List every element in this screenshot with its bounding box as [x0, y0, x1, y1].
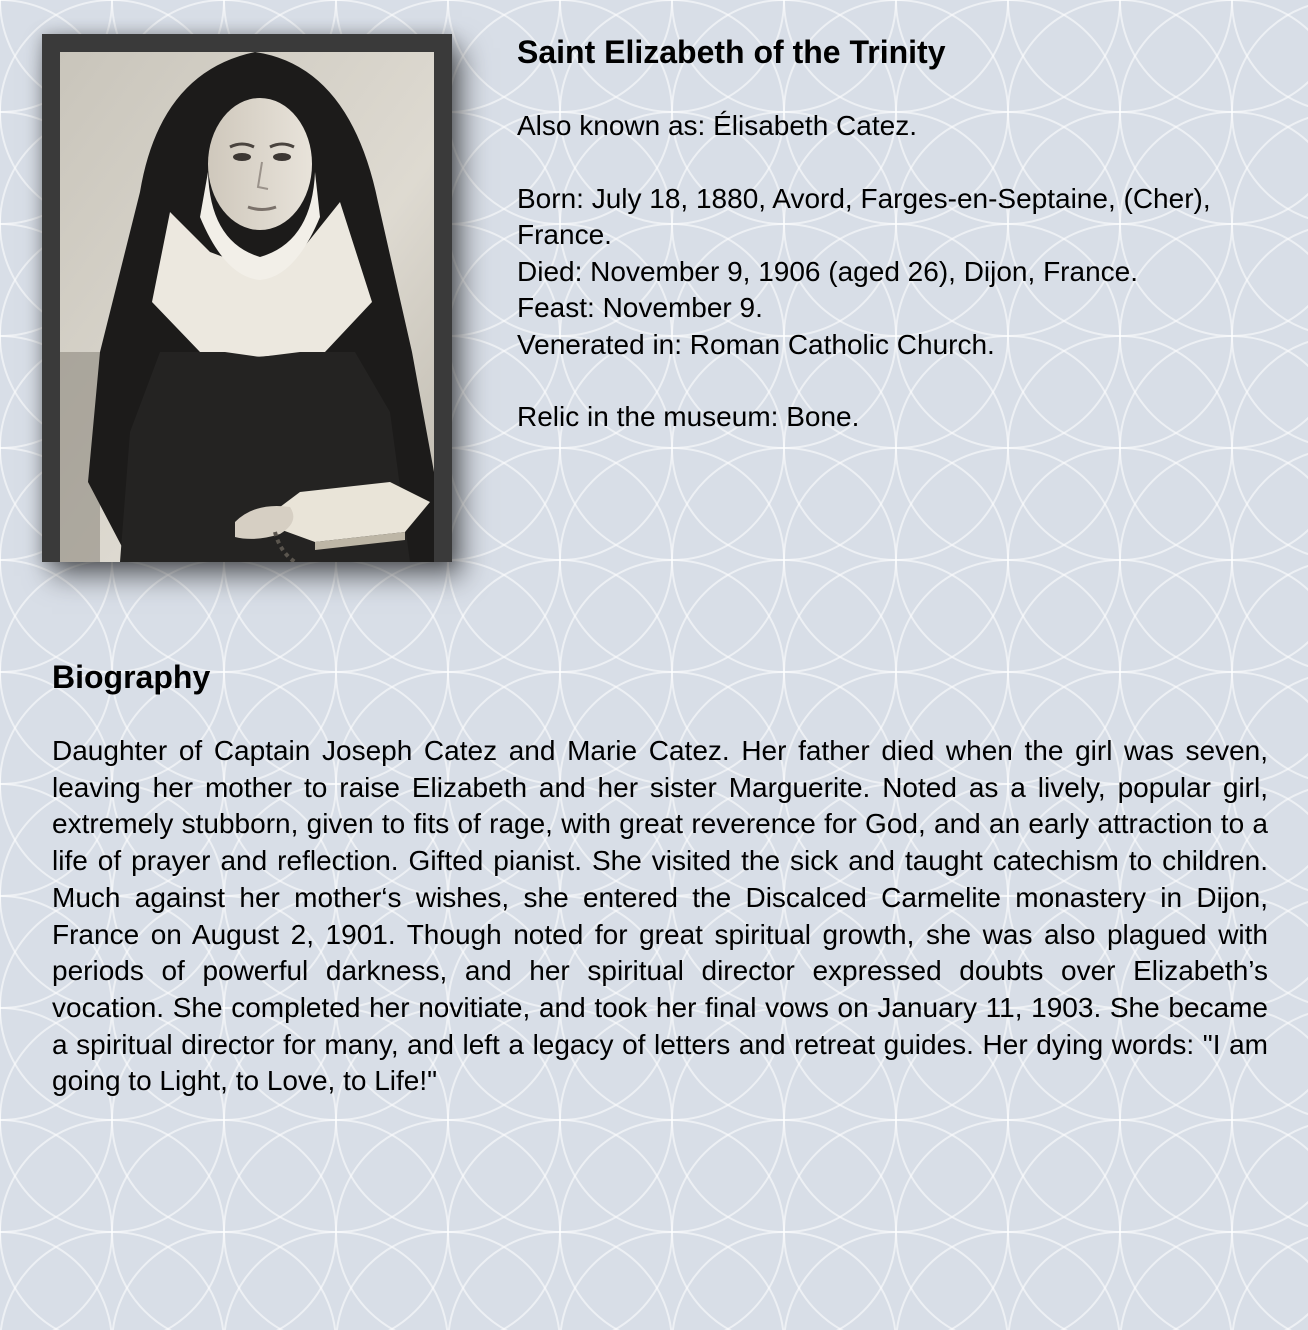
biography-text: Daughter of Captain Joseph Catez and Marie Catez. Her father died when the girl was seven, leaving her mother to raise Elizabeth and her sister Marguerite. Noted as a lively, popular girl, extremely stubborn, given to fits of rage, with great reverence for God, and an early attraction to a life of prayer and reflection. Gifted pianist. She visited the sick and taught catechism to children. Much against her mother‘s wishes, she entered the Discalced Carmelite monastery in Dijon, France on August 2, 1901. Though noted for great spiritual growth, she was also plagued with periods of powerful darkness, and her spiritual director expressed doubts over Elizabeth’s vocation. She completed her novitiate, and took her final vows on January 11, 1903. She became a spiritual director for many, and left a legacy of letters and retreat guides. Her dying words: "I am going to Light, to Love, to Life!" — [52, 735, 1268, 1097]
pattern-circle — [0, 1120, 112, 1330]
pattern-circle — [1120, 1232, 1308, 1330]
saint-title: Saint Elizabeth of the Trinity — [517, 34, 946, 70]
died-info: Died: November 9, 1906 (aged 26), Dijon, France. — [517, 255, 1138, 287]
relic-info: Relic in the museum: Bone. — [517, 401, 860, 432]
saint-info — [517, 32, 1277, 436]
pattern-circle — [1120, 448, 1308, 672]
portrait-photo — [60, 52, 434, 562]
portrait-frame — [42, 34, 452, 562]
venerated-info: Venerated in: Roman Catholic Church. — [517, 328, 995, 360]
pattern-circle — [1120, 1120, 1308, 1330]
feast-info: Feast: November 9. — [517, 292, 763, 323]
born-info: Born: July 18, 1880, Avord, Farges-en-Septaine, (Cher), France. — [517, 182, 1211, 250]
also-known-as: Also known as: Élisabeth Catez. — [517, 110, 917, 141]
biography-heading: Biography — [52, 659, 211, 695]
